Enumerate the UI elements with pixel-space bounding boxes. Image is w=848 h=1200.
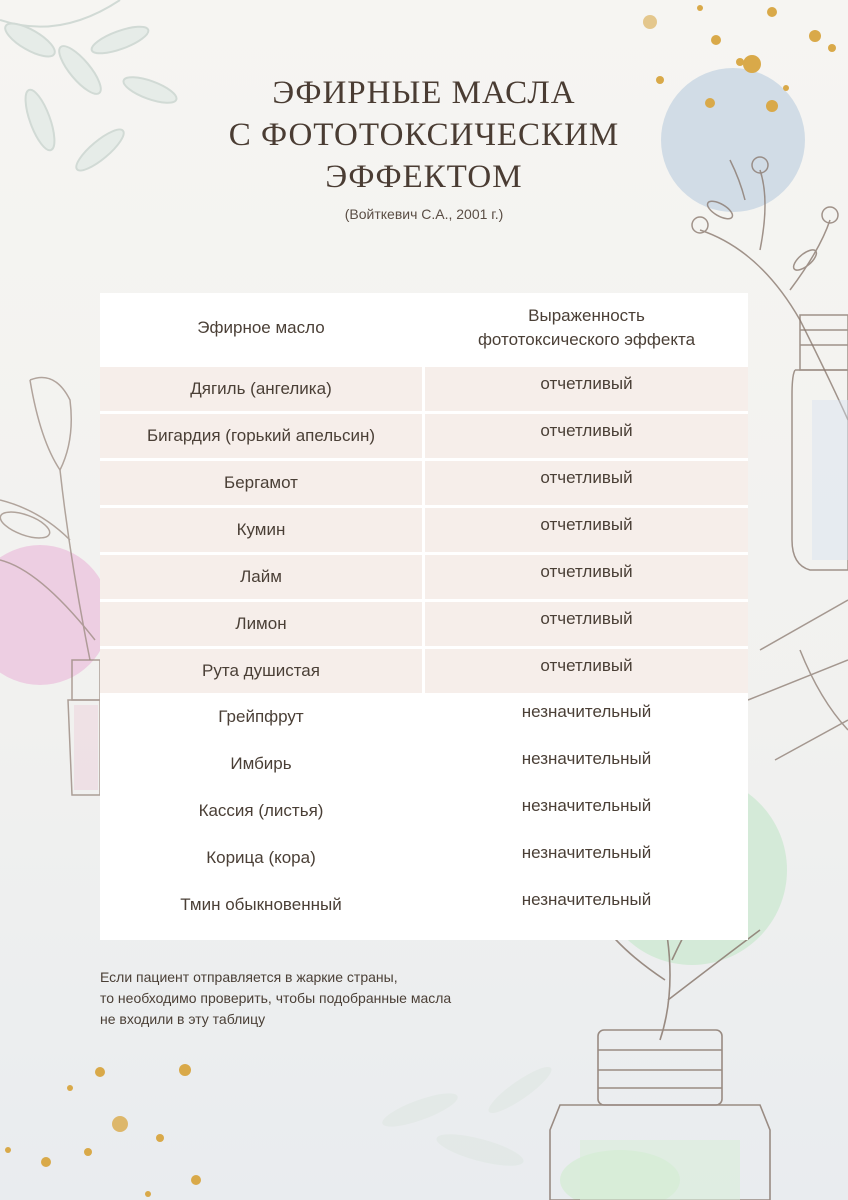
table-row xyxy=(100,602,748,646)
effect-level: отчетливый xyxy=(425,461,748,505)
title-line-3: ЭФФЕКТОМ xyxy=(325,159,523,195)
effect-level: отчетливый xyxy=(425,649,748,693)
table-row xyxy=(100,461,748,505)
table-header xyxy=(100,293,748,363)
oil-name: Кассия (листья) xyxy=(198,801,324,820)
oil-name: Бергамот xyxy=(100,461,422,505)
oil-name: Корица (кора) xyxy=(206,848,316,867)
table-row xyxy=(100,836,748,880)
title-line-1: ЭФИРНЫЕ МАСЛА xyxy=(272,75,576,111)
effect-level: незначительный xyxy=(521,702,652,721)
title-line-2: С ФОТОТОКСИЧЕСКИМ xyxy=(228,117,620,153)
oil-name: Лимон xyxy=(100,602,422,646)
footnote-line-1: Если пациент отправляется в жаркие страны, xyxy=(100,969,398,985)
table-row xyxy=(100,367,748,411)
effect-level: отчетливый xyxy=(425,414,748,458)
phototoxic-oils-table xyxy=(100,293,748,940)
effect-level: отчетливый xyxy=(425,508,748,552)
effect-level: отчетливый xyxy=(425,602,748,646)
footnote-line-3: не входили в эту таблицу xyxy=(100,1011,266,1027)
table-row xyxy=(100,695,748,739)
oil-name: Бигардия (горький апельсин) xyxy=(100,414,422,458)
table-row xyxy=(100,742,748,786)
effect-level: незначительный xyxy=(521,843,652,862)
oil-name: Тмин обыкновенный xyxy=(180,895,342,914)
header-effect-line-2: фототоксического эффекта xyxy=(477,330,696,349)
oil-name: Дягиль (ангелика) xyxy=(100,367,422,411)
effect-level: незначительный xyxy=(521,890,652,909)
footnote-line-2: то необходимо проверить, чтобы подобранные масла xyxy=(100,990,452,1006)
oil-name: Лайм xyxy=(100,555,422,599)
oil-name: Рута душистая xyxy=(100,649,422,693)
page-title xyxy=(0,72,848,198)
effect-level: незначительный xyxy=(521,796,652,815)
table-row xyxy=(100,883,748,927)
table-row xyxy=(100,555,748,599)
header-oil: Эфирное масло xyxy=(197,318,325,337)
source-citation: (Войткевич С.А., 2001 г.) xyxy=(344,206,504,222)
effect-level: отчетливый xyxy=(425,555,748,599)
table-row xyxy=(100,414,748,458)
header-effect-line-1: Выраженность xyxy=(528,306,645,325)
table-row xyxy=(100,789,748,833)
effect-level: незначительный xyxy=(521,749,652,768)
oil-name: Кумин xyxy=(100,508,422,552)
table-row xyxy=(100,508,748,552)
table-row xyxy=(100,649,748,693)
oil-name: Грейпфрут xyxy=(218,707,304,726)
footnote xyxy=(100,967,540,1030)
effect-level: отчетливый xyxy=(425,367,748,411)
oil-name: Имбирь xyxy=(230,754,292,773)
header-effect xyxy=(425,293,748,363)
